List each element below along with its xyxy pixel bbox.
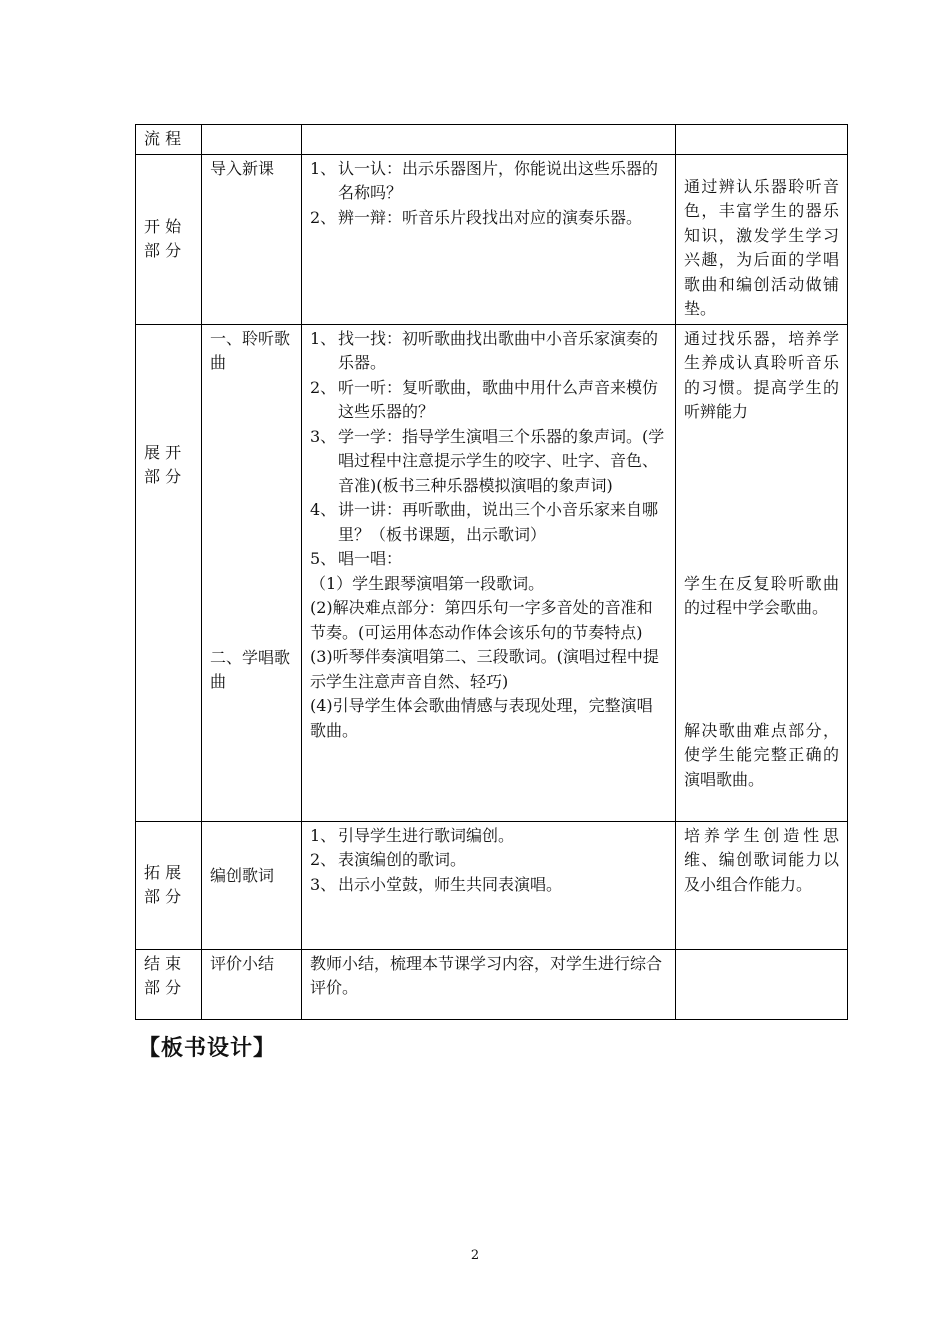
header-process-label: 流 程 [144,129,182,148]
extend-stage-cell [136,821,202,949]
end-row [136,949,848,1019]
extend-row [136,821,848,949]
item-text: 找一找：初听歌曲找出歌曲中小音乐家演奏的乐器。 [338,328,659,372]
develop-row [136,324,848,821]
extend-content-cell [302,821,676,949]
develop-stage-cell [136,324,202,821]
list-item [310,206,667,231]
sub-item: (3)听琴伴奏演唱第二、三段歌词。(演唱过程中提示学生注意声音自然、轻巧) [310,647,659,691]
end-content-cell [302,949,676,1019]
item-text: 听一听：复听歌曲，歌曲中用什么声音来模仿这些乐器的？ [338,377,659,421]
item-number: 3、 [310,874,337,894]
item-text: 辨一辩：听音乐片段找出对应的演奏乐器。 [338,207,643,227]
start-intent-cell [676,154,848,324]
list-item [310,498,667,547]
start-stage-label: 开 始 部 分 [144,216,182,260]
item-text: 认一认：出示乐器图片，你能说出这些乐器的名称吗？ [338,158,659,202]
extend-step-label: 编创歌词 [210,865,275,885]
blackboard-design-title: 【板书设计】 [138,1036,277,1061]
item-number: 2、 [310,207,337,227]
list-item [310,848,667,873]
extend-intent-cell [676,821,848,949]
end-step-label: 评价小结 [210,953,275,973]
item-text: 讲一讲：再听歌曲，说出三个小音乐家来自哪里？（板书课题，出示歌词） [338,500,659,544]
develop-content-cell [302,324,676,821]
start-intent-text: 通过辨认乐器聆听音色，丰富学生的器乐知识，激发学生学习兴趣，为后面的学唱歌曲和编创活动做铺垫。 [684,176,839,318]
item-number: 4、 [310,500,337,519]
extend-step-cell [202,821,302,949]
item-number: 2、 [310,850,337,869]
extend-intent-text: 培养学生创造性思维、编创歌词能力以及小组合作能力。 [684,825,839,894]
list-item [310,873,667,898]
item-text: 学一学：指导学生演唱三个乐器的象声词。(学唱过程中注意提示学生的咬字、吐字、音色、音准)(板书三种乐器模拟演唱的象声词) [338,426,665,495]
header-process-cell [136,125,202,155]
list-item [310,157,667,206]
item-number: 3、 [310,426,337,446]
sub-item: (4)引导学生体会歌曲情感与表现处理，完整演唱歌曲。 [310,696,653,740]
item-number: 1、 [310,158,337,178]
item-text: 唱一唱： [338,549,403,568]
develop-step2-label: 二、学唱歌曲 [210,647,291,691]
item-text: 表演编创的歌词。 [338,850,467,869]
start-step-cell [202,154,302,324]
start-step-label: 导入新课 [210,158,275,178]
develop-stage-label: 展 开 部 分 [144,442,182,486]
header-empty-cell-3 [302,125,676,155]
end-stage-cell [136,949,202,1019]
page-number: 2 [470,1248,480,1263]
develop-step1-label: 一、聆听歌曲 [210,328,291,372]
lesson-plan-table [135,124,848,1020]
develop-intent2-text: 学生在反复聆听歌曲的过程中学会歌曲。 [684,573,839,617]
develop-step-cell [202,324,302,821]
develop-intent3-text: 解决歌曲难点部分，使学生能完整正确的演唱歌曲。 [684,720,839,789]
header-empty-cell-4 [676,125,848,155]
extend-stage-label: 拓 展 部 分 [144,862,182,906]
sub-item: （1）学生跟琴演唱第一段歌词。 [310,573,545,593]
develop-intent1-text: 通过找乐器，培养学生养成认真聆听音乐的习惯。提高学生的听辨能力 [684,328,839,421]
item-number: 1、 [310,328,337,348]
list-item [310,824,667,849]
start-row [136,154,848,324]
end-step-cell [202,949,302,1019]
end-intent-cell [676,949,848,1019]
item-number: 1、 [310,825,337,845]
item-text: 引导学生进行歌词编创。 [338,825,515,845]
start-content-cell [302,154,676,324]
end-stage-label: 结 束 部 分 [144,953,182,997]
list-item [310,547,667,572]
list-item [310,425,667,499]
sub-item: (2)解决难点部分：第四乐句一字多音处的音准和节奏。(可运用体态动作体会该乐句的节奏特点) [310,598,653,642]
start-stage-cell [136,154,202,324]
header-empty-cell-2 [202,125,302,155]
item-number: 5、 [310,549,337,568]
develop-intent-cell [676,324,848,821]
item-number: 2、 [310,377,337,397]
list-item [310,376,667,425]
end-content-text: 教师小结，梳理本节课学习内容，对学生进行综合评价。 [310,953,663,997]
item-text: 出示小堂鼓，师生共同表演唱。 [338,874,563,894]
header-row [136,125,848,155]
list-item [310,327,667,376]
